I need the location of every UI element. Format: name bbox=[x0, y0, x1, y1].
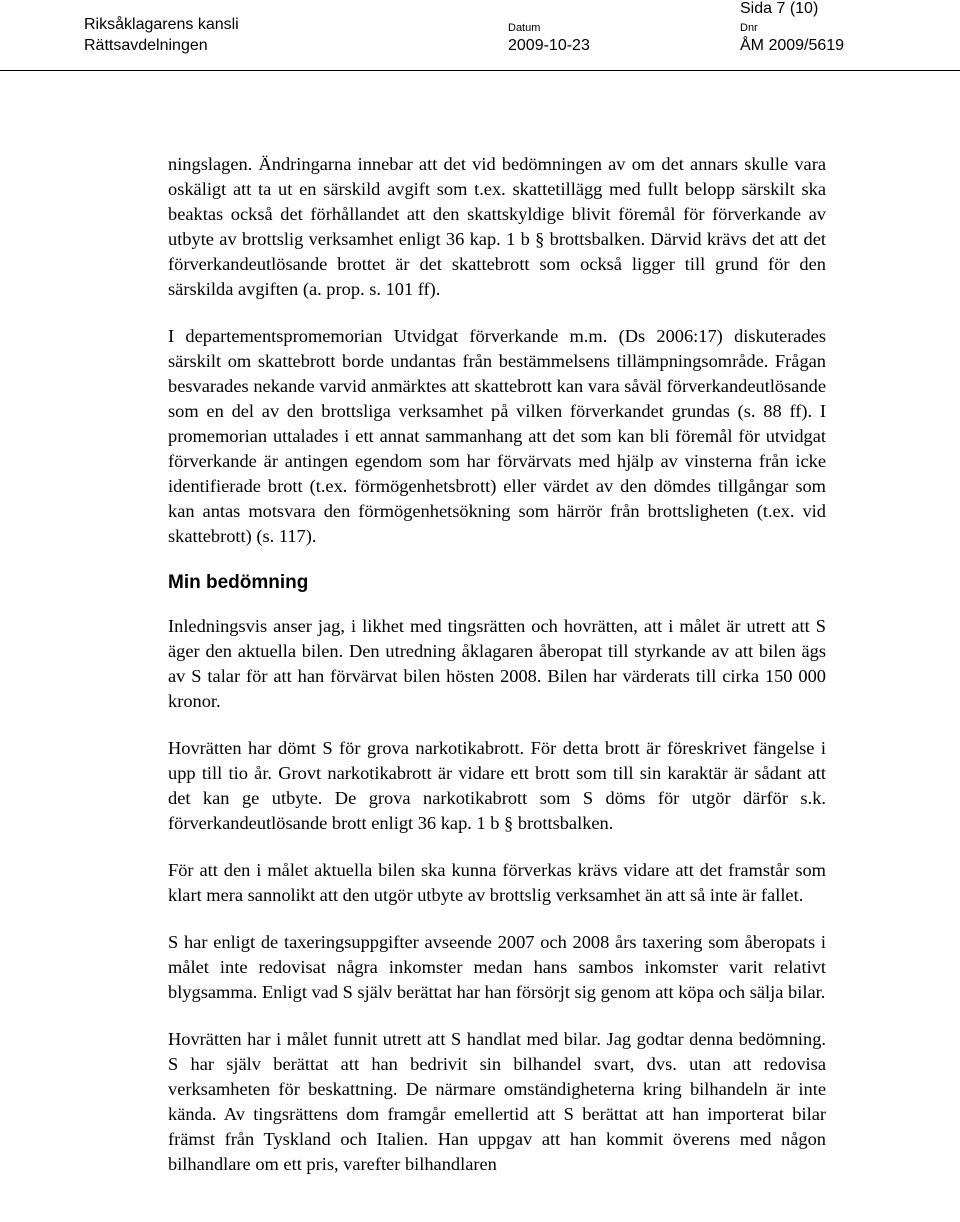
paragraph-car-trade: Hovrätten har i målet funnit utrett att S handlat med bilar. Jag godtar denna bedömning. S har själv berättat att han bedrivit sin bilhandel svart, dvs. utan att redovisa verksamheten för beskattning. De närmare omständigheterna kring bilhandeln är inte kända. Av tingsrättens dom framgår emellertid att S berättat att han importerat bilar främst från Tyskland och Italien. Han uppgav att han kommit överens med någon bilhandlare om ett pris, varefter bilhandlaren bbox=[168, 1029, 826, 1174]
page-header bbox=[0, 0, 960, 72]
reference-label: Dnr bbox=[740, 22, 758, 34]
paragraph-conviction: Hovrätten har dömt S för grova narkotikabrott. För detta brott är föreskrivet fängelse i upp till tio år. Grovt narkotikabrott är vidare ett brott som till sin karaktär är sådant att det kan ge utbyte. De grova narkotikabrott som S döms för utgör därför s.k. förverkandeutlösande brott enligt 36 kap. 1 b § brottsbalken. bbox=[168, 738, 826, 833]
document-date: 2009-10-23 bbox=[508, 37, 590, 54]
department-name: Rättsavdelningen bbox=[84, 37, 208, 54]
paragraph-tax-records: S har enligt de taxeringsuppgifter avseende 2007 och 2008 års taxering som åberopats i målet inte redovisat några inkomster medan hans sambos inkomster varit relativt blygsamma. Enligt vad S själv berättat har han försörjt sig genom att köpa och sälja bilar. bbox=[168, 932, 826, 1002]
paragraph-departementspromemoria: I departementspromemorian Utvidgat förverkande m.m. (Ds 2006:17) diskuterades särskilt om skattebrott borde undantas från bestämmelsens tillämpningsområde. Frågan besvarades nekande varvid anmärktes att skattebrott kan vara såväl förverkandeutlösande som en del av den brottsliga verksamhet på vilken förverkandet grundas (s. 88 ff). I promemorian uttalades i ett annat sammanhang att det som kan bli föremål för utvidgat förverkande är antingen egendom som har förvärvats med hjälp av vinsterna från icke identifierade brott (t.ex. förmögenhetsbrott) eller värdet av den dömdes tillgångar som kan antas motsvara den förmögenhetsökning som härrör från brottsligheten (t.ex. vid skattebrott) (s. 117). bbox=[168, 326, 826, 546]
paragraph-continuation: ningslagen. Ändringarna innebar att det vid bedömningen av om det annars skulle vara oskäligt att ta ut en särskild avgift som t.ex. skattetillägg med fullt belopp särskilt ska beaktas också det förhållandet att den skattskyldige blivit föremål för förverkande av utbyte av brottslig verksamhet enligt 36 kap. 1 b § brottsbalken. Därvid krävs det att det förverkandeutlösande brottet är det skattebrott som också ligger till grund för den särskilda avgiften (a. prop. s. 101 ff). bbox=[168, 154, 826, 299]
reference-number: ÅM 2009/5619 bbox=[740, 37, 845, 54]
document-body bbox=[168, 152, 826, 1199]
date-label: Datum bbox=[508, 22, 541, 34]
header-rule bbox=[0, 70, 960, 71]
section-heading: Min bedömning bbox=[168, 572, 309, 593]
page-number: Sida 7 (10) bbox=[740, 0, 819, 17]
paragraph-requirement: För att den i målet aktuella bilen ska kunna förverkas krävs vidare att det framstår som klart mera sannolikt att den utgör utbyte av brottslig verksamhet än att så inte är fallet. bbox=[168, 860, 826, 905]
paragraph-ownership: Inledningsvis anser jag, i likhet med tingsrätten och hovrätten, att i målet är utrett att S äger den aktuella bilen. Den utredning åklagaren åberopat till styrkande av att bilen ägs av S talar för att han förvärvat bilen hösten 2008. Bilen har värderats till cirka 150 000 kronor. bbox=[168, 616, 826, 711]
agency-name: Riksåklagarens kansli bbox=[84, 16, 239, 33]
